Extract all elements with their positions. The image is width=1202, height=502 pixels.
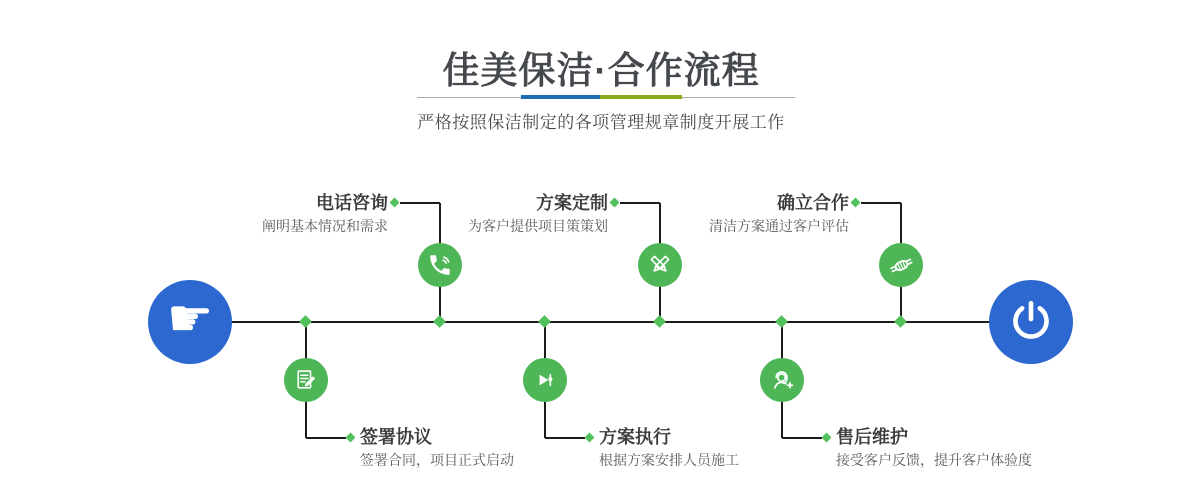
label-diamond-marker (585, 433, 595, 443)
step-label-block (599, 426, 739, 470)
step-label-block (262, 192, 388, 236)
step-title: 确立合作 (777, 193, 849, 213)
step-desc: 签署合同，项目正式启动 (360, 452, 514, 468)
contract-signing-icon (284, 358, 328, 402)
power-icon (1008, 297, 1054, 348)
page-title: 佳美保洁·合作流程 (442, 50, 760, 91)
step-label-block (836, 426, 1032, 470)
connector-horizontal (400, 202, 440, 204)
pointing-hand-icon: ☛ (166, 290, 214, 348)
timeline-diamond-marker (775, 315, 788, 328)
title-divider-green-segment (600, 95, 682, 99)
timeline-diamond-marker (299, 315, 312, 328)
step-label-block (709, 192, 849, 236)
label-diamond-marker (346, 433, 356, 443)
label-diamond-marker (851, 198, 861, 208)
step-title: 方案执行 (599, 427, 671, 447)
connector-horizontal (545, 437, 585, 439)
timeline-diamond-marker (538, 315, 551, 328)
label-diamond-marker (610, 198, 620, 208)
page-subtitle: 严格按照保洁制定的各项管理规章制度开展工作 (417, 113, 785, 132)
step-desc: 根据方案安排人员施工 (599, 452, 739, 468)
phone-call-icon (418, 243, 462, 287)
step-title: 签署协议 (360, 427, 432, 447)
process-timeline-line (231, 321, 990, 323)
step-desc: 接受客户反馈，提升客户体验度 (836, 452, 1032, 468)
step-desc: 清洁方案通过客户评估 (709, 218, 849, 234)
customer-service-icon (760, 358, 804, 402)
start-node (148, 280, 232, 364)
step-label-block (468, 192, 608, 236)
step-title: 售后维护 (836, 427, 908, 447)
timeline-diamond-marker (894, 315, 907, 328)
crossed-pencils-icon (638, 243, 682, 287)
connector-horizontal (782, 437, 822, 439)
handshake-icon (879, 243, 923, 287)
timeline-diamond-marker (653, 315, 666, 328)
end-node (989, 280, 1073, 364)
step-desc: 阐明基本情况和需求 (262, 218, 388, 234)
step-desc: 为客户提供项目策策划 (468, 218, 608, 234)
label-diamond-marker (822, 433, 832, 443)
connector-horizontal (306, 437, 346, 439)
timeline-diamond-marker (433, 315, 446, 328)
connector-horizontal (861, 202, 901, 204)
label-diamond-marker (390, 198, 400, 208)
step-title: 方案定制 (536, 193, 608, 213)
play-execute-icon (523, 358, 567, 402)
step-label-block (360, 426, 514, 470)
title-divider-blue-segment (521, 95, 600, 99)
connector-horizontal (620, 202, 660, 204)
step-title: 电话咨询 (316, 193, 388, 213)
